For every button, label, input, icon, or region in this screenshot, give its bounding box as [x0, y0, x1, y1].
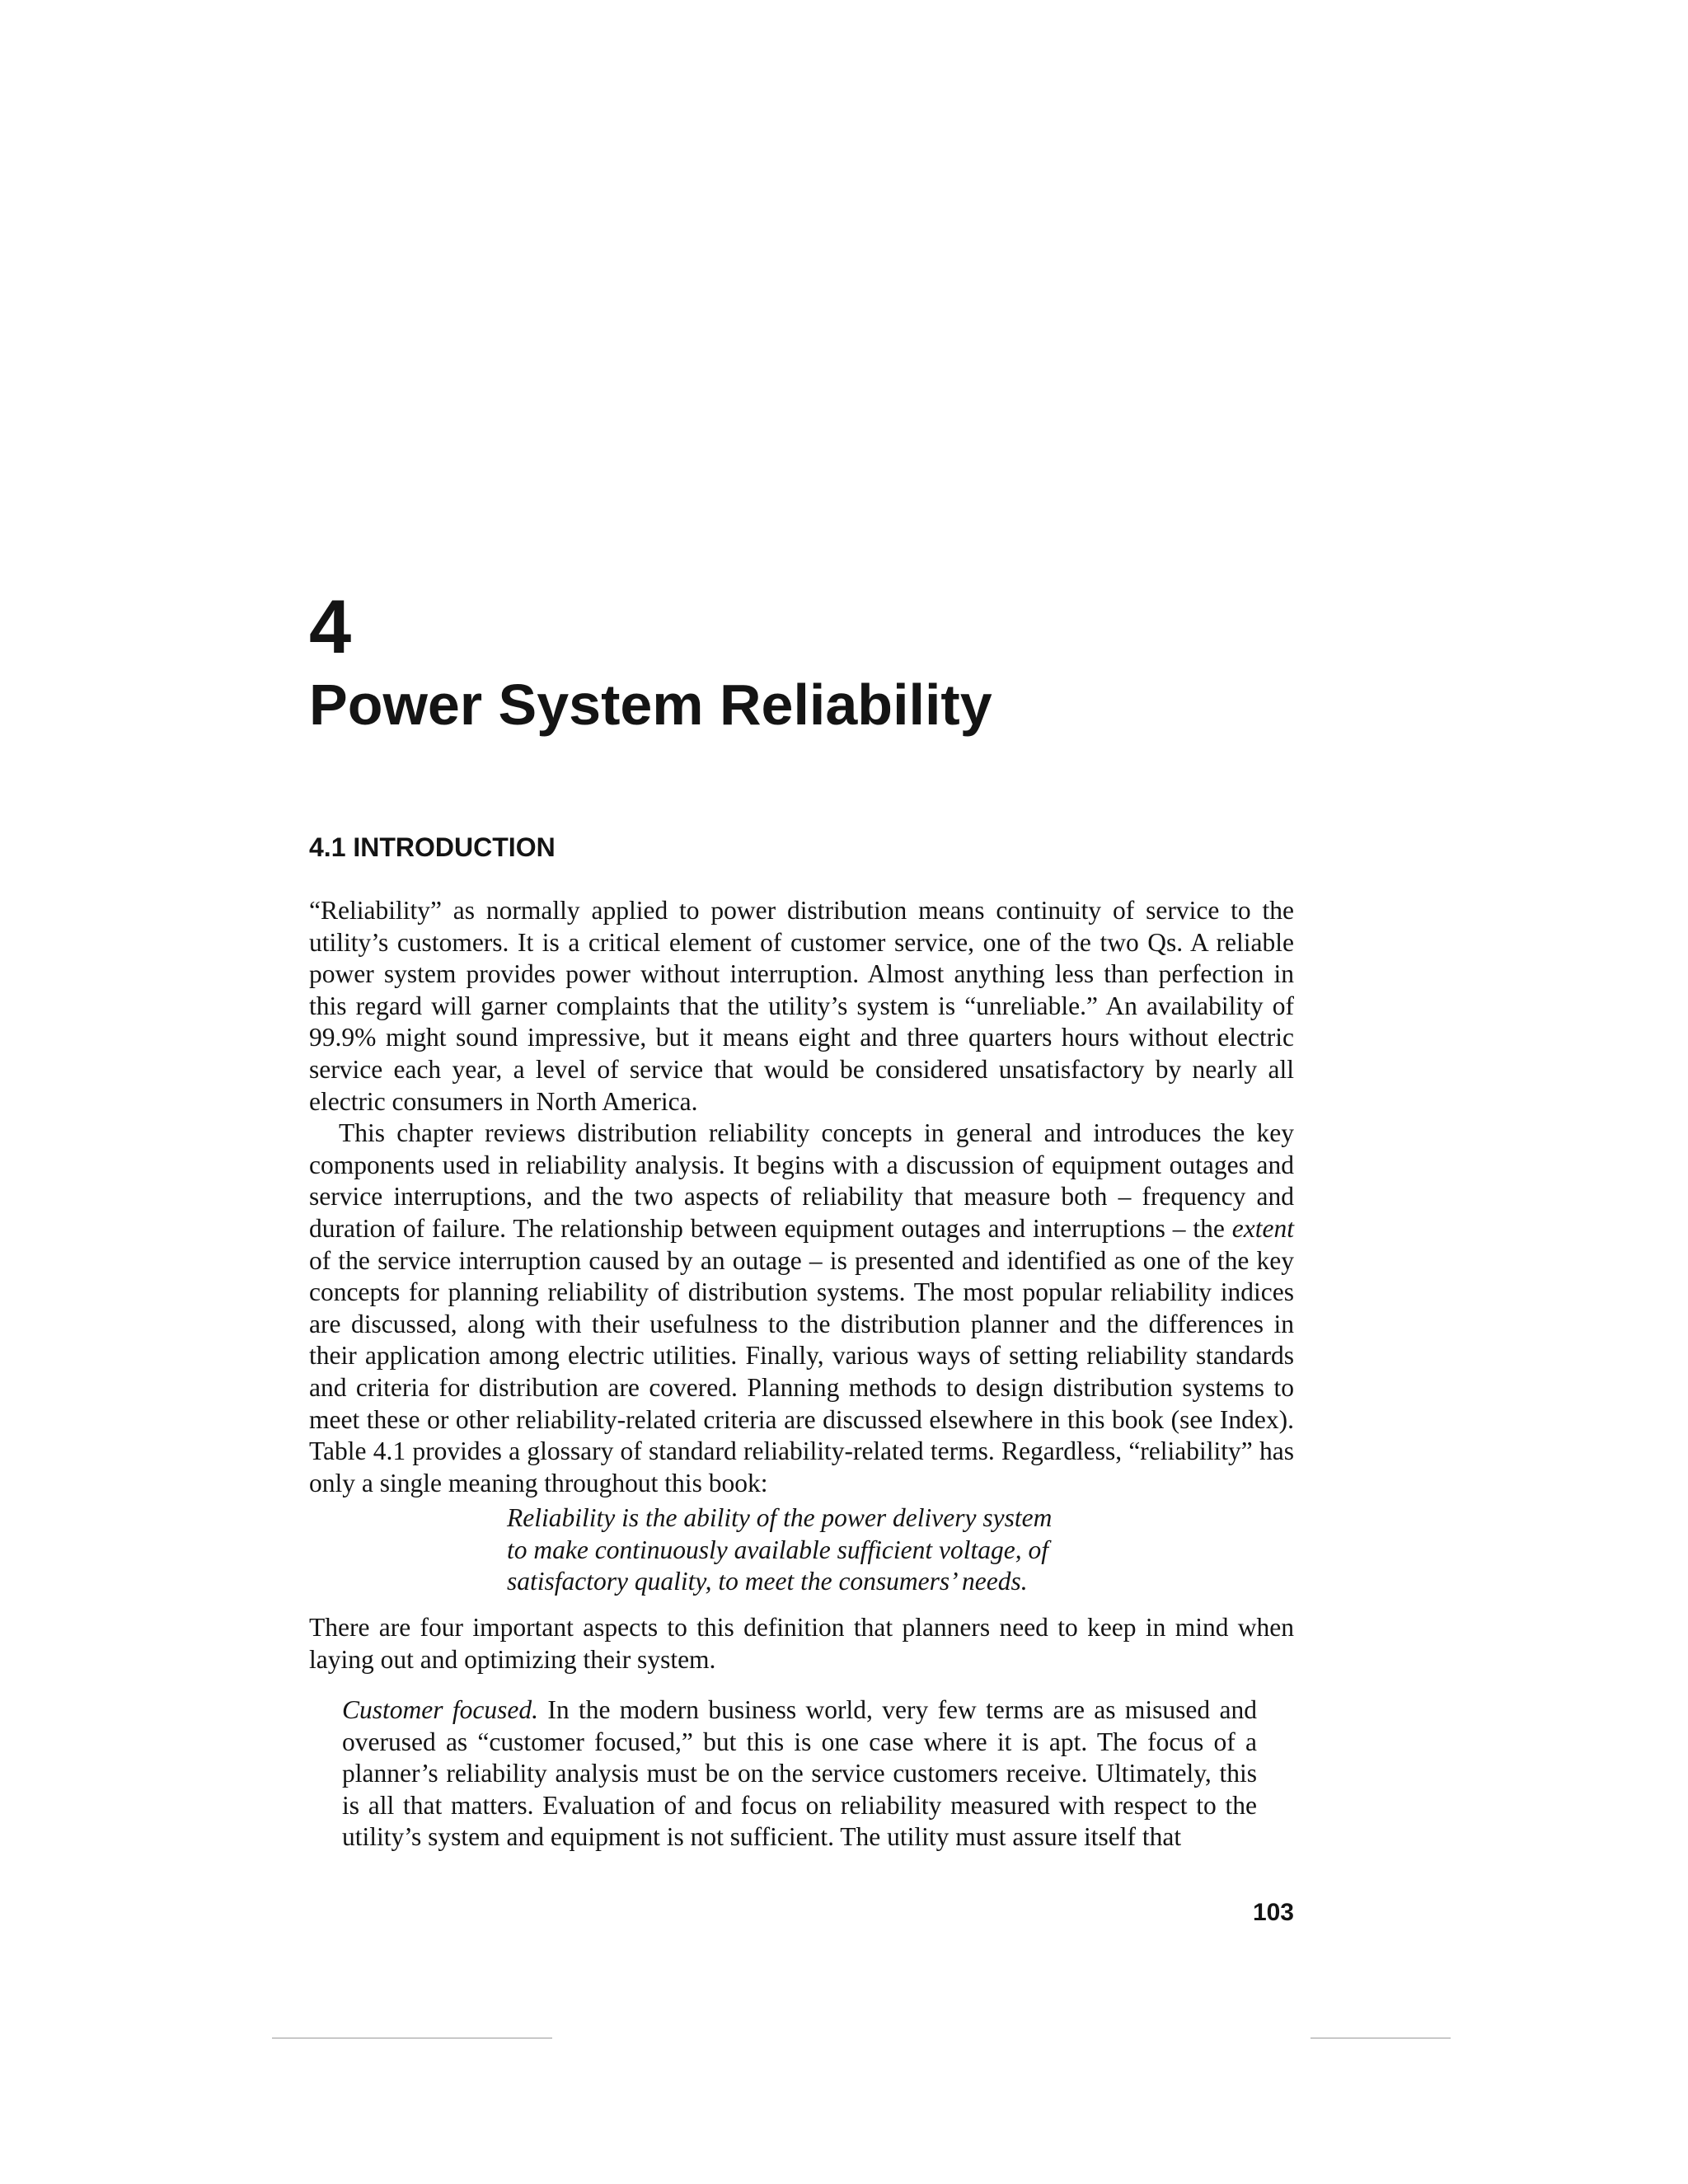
reliability-definition	[507, 1502, 1133, 1598]
intro-paragraph-2-part-1: This chapter reviews distribution reliability concepts in general and introduces the key components used in reliability analysis. It begins with a discussion of equipment outages and service interruptions, and the two aspects of reliability that measure both – frequency and duration of failure. The relationship between equipment outages and interruptions – the	[309, 1118, 1294, 1243]
definition-line-1: Reliability is the ability of the power delivery system	[507, 1503, 1053, 1532]
scan-edge-right	[1311, 2037, 1451, 2039]
page-number: 103	[1252, 1899, 1294, 1926]
intro-paragraph-1: “Reliability” as normally applied to power distribution means continuity of service to the utility’s customers. It is a critical element of customer service, one of the two Qs. A reliable power system provides power without interruption. Almost anything less than perfection in this regard will garner complaints that the utility’s system is “unreliable.” An availability of 99.9% might sound impressive, but it means eight and three quarters hours without electric service each year, a level of service that would be considered unsatisfactory by nearly all electric consumers in North America.	[309, 896, 1294, 1116]
intro-paragraph-2-part-2: of the service interruption caused by an outage – is presented and identified as one of the key concepts for planning reliability of distribution systems. The most popular reliability indices are discussed, along with their usefulness to the distribution planner and the differences in their application among electric utilities. Finally, various ways of setting reliability standards and criteria for distribution are covered. Planning methods to design distribution systems to meet these or other reliability-related criteria are discussed elsewhere in this book (see Index). Table 4.1 provides a glossary of standard reliability-related terms. Regardless, “reliability” has only a single meaning throughout this book:	[309, 1245, 1294, 1497]
extent-emphasis: extent	[1231, 1213, 1294, 1243]
definition-line-3: satisfactory quality, to meet the consumers’ needs.	[507, 1567, 1028, 1596]
after-definition-text	[309, 1612, 1294, 1675]
after-definition-paragraph: There are four important aspects to this definition that planners need to keep in mind when laying out and optimizing their system.	[309, 1613, 1294, 1674]
definition-line-2: to make continuously available sufficient voltage, of	[507, 1535, 1048, 1564]
customer-focused-text: In the modern business world, very few terms are as misused and overused as “customer focused,” but this is one case where it is apt. The focus of a planner’s reliability analysis must be on the service customers receive. Ultimately, this is all that matters. Evaluation of and focus on reliability measured with respect to the utility’s system and equipment is not sufficient. The utility must assure itself that	[342, 1695, 1258, 1852]
intro-text	[309, 895, 1294, 1499]
chapter-title: Power System Reliability	[309, 673, 992, 737]
customer-focused-label: Customer focused.	[342, 1695, 538, 1724]
customer-focused-aspect	[342, 1694, 1257, 1854]
scan-edge-left	[272, 2037, 552, 2039]
intro-paragraph-2	[309, 1118, 1294, 1499]
section-heading: 4.1 INTRODUCTION	[309, 832, 556, 862]
chapter-number: 4	[309, 585, 352, 669]
